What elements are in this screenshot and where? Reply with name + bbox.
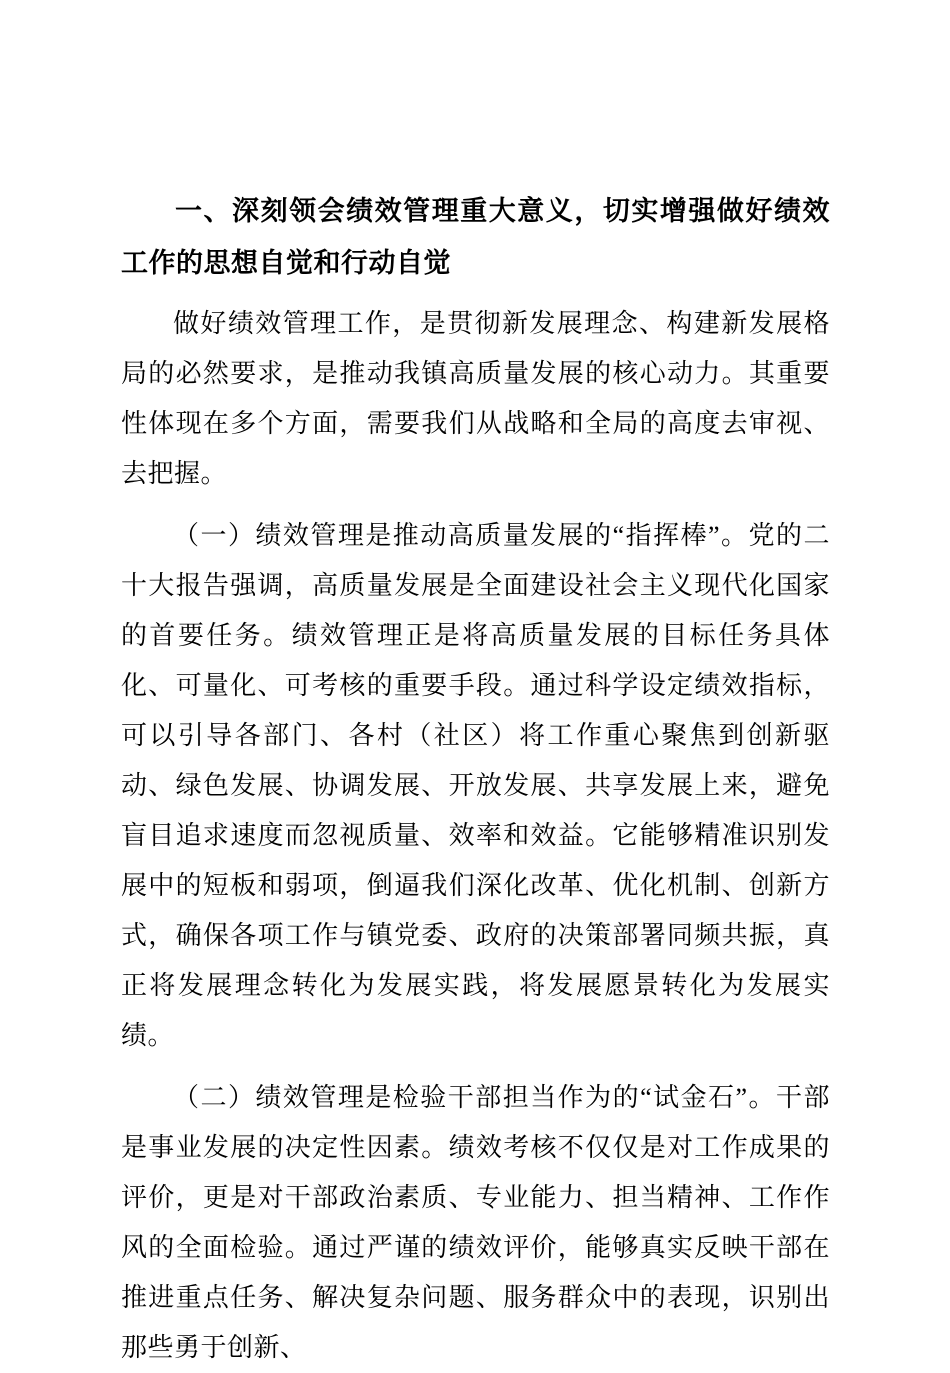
- paragraph-point-two: （二）绩效管理是检验干部担当作为的“试金石”。干部是事业发展的决定性因素。绩效考核不仅仅是对工作成果的评价，更是对干部政治素质、专业能力、担当精神、工作作风的全面检验。通过严谨的绩效评价，能够真实反映干部在推进重点任务、解决复杂问题、服务群众中的表现，识别出那些勇于创新、: [121, 1083, 830, 1362]
- paragraph-point-one: （一）绩效管理是推动高质量发展的“指挥棒”。党的二十大报告强调，高质量发展是全面建设社会主义现代化国家的首要任务。绩效管理正是将高质量发展的目标任务具体化、可量化、可考核的重要手段。通过科学设定绩效指标，可以引导各部门、各村（社区）将工作重心聚焦到创新驱动、绿色发展、协调发展、开放发展、共享发展上来，避免盲目追求速度而忽视质量、效率和效益。它能够精准识别发展中的短板和弱项，倒逼我们深化改革、优化机制、创新方式，确保各项工作与镇党委、政府的决策部署同频共振，真正将发展理念转化为发展实践，将发展愿景转化为发展实绩。: [121, 521, 830, 1050]
- section-heading: 一、深刻领会绩效管理重大意义，切实增强做好绩效工作的思想自觉和行动自觉: [121, 196, 830, 278]
- paragraph-intro: 做好绩效管理工作，是贯彻新发展理念、构建新发展格局的必然要求，是推动我镇高质量发展的核心动力。其重要性体现在多个方面，需要我们从战略和全局的高度去审视、去把握。: [121, 309, 830, 488]
